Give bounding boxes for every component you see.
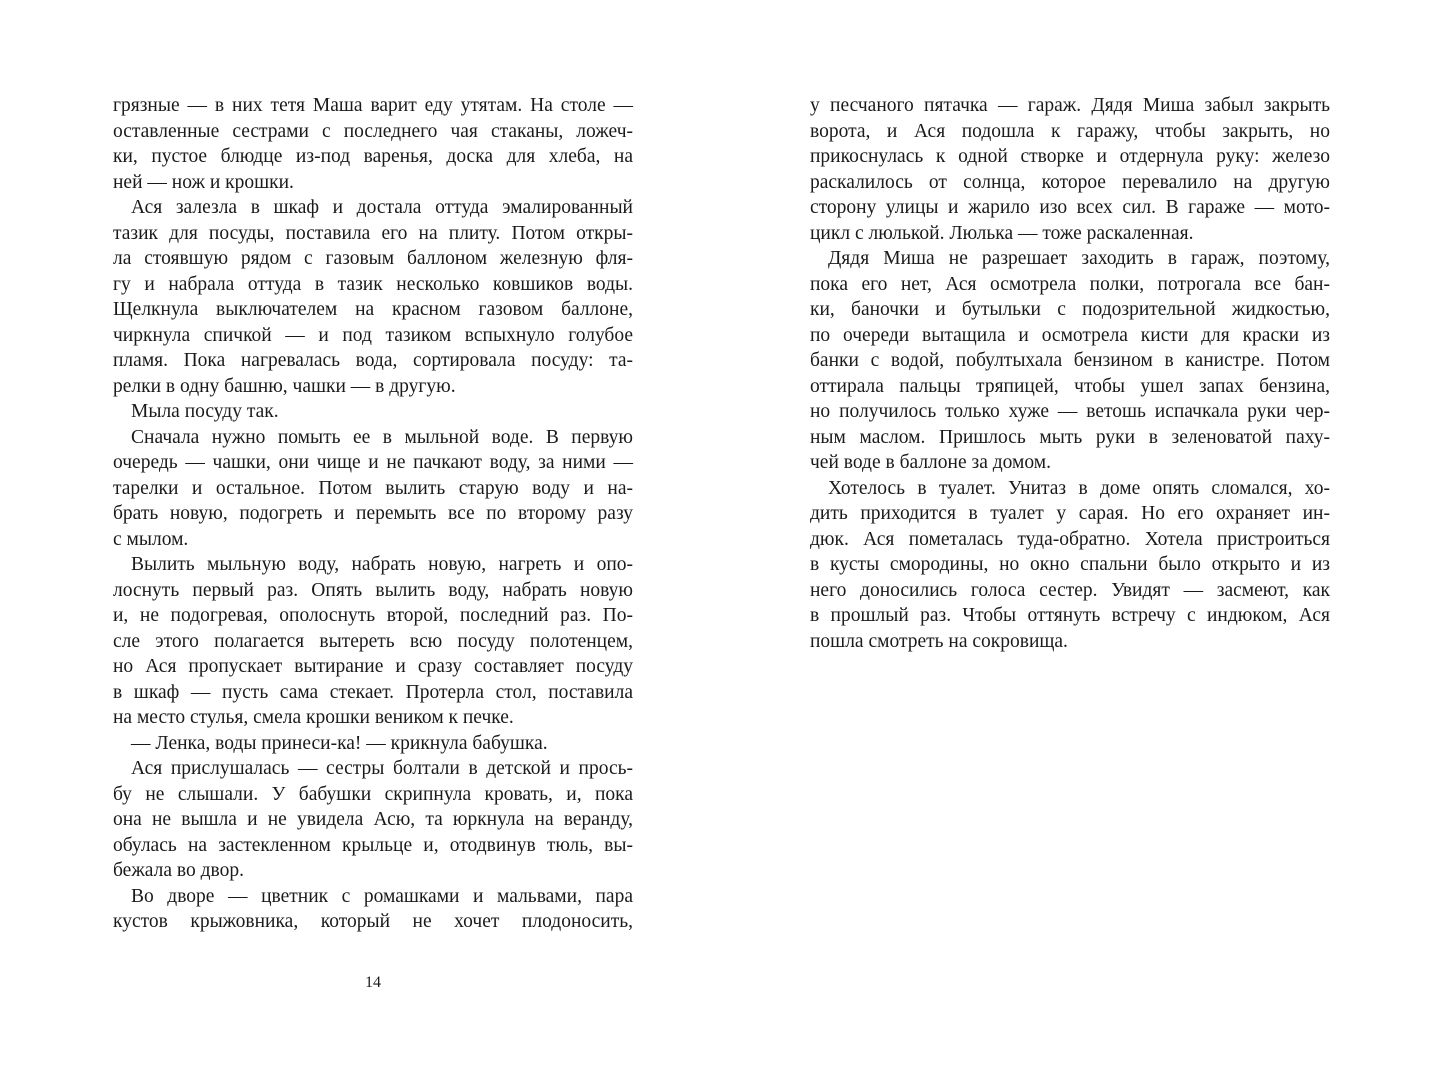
text-line: ней — нож и крошки. <box>113 171 294 193</box>
text-line: у песчаного пятачка — гараж. Дядя Миша забыл закрыть <box>810 95 1330 116</box>
text-line: чей воде в баллоне за домом. <box>810 452 1051 473</box>
text-line: бежала во двор. <box>113 860 244 881</box>
text-line: на место стулья, смела крошки веником к печке. <box>113 707 514 728</box>
text-line: Щелкнула выключателем на красном газовом баллоне, <box>113 299 633 320</box>
text-line: Дядя Миша не разрешает заходить в гараж, поэтому, <box>828 248 1330 269</box>
text-line: Вылить мыльную воду, набрать новую, нагреть и опо- <box>131 554 633 575</box>
text-line: по очереди вытащила и осмотрела кисти для краски из <box>810 324 1330 346</box>
text-line: ла стоявшую рядом с газовым баллоном железную фля- <box>113 248 633 269</box>
left-page-text <box>113 93 633 935</box>
text-line: лоснуть первый раз. Опять вылить воду, набрать новую <box>113 579 633 601</box>
text-line: ки, баночки и бутыльки с подозрительной жидкостью, <box>810 299 1330 320</box>
text-line: сторону улицы и жарило изо всех сил. В гараже — мото- <box>810 197 1330 218</box>
text-line: Во дворе — цветник с ромашками и мальвами, пара <box>131 885 633 907</box>
text-line: ки, пустое блюдце из-под варенья, доска для хлеба, на <box>113 146 633 167</box>
text-line: Ася прислушалась — сестры болтали в детской и прось- <box>131 758 633 779</box>
text-line: банки с водой, побултыхала бензином в канистре. Потом <box>810 350 1330 371</box>
text-line: тарелки и остальное. Потом вылить старую воду и на- <box>113 477 633 499</box>
text-line: цикл с люлькой. Люлька — тоже раскаленная. <box>810 222 1194 244</box>
text-line: с мылом. <box>113 528 189 550</box>
text-line: в кусты смородины, но окно спальни было открыто и из <box>810 554 1330 575</box>
text-line: — Ленка, воды принеси-ка! — крикнула бабушка. <box>131 732 548 754</box>
text-line: тазик для посуды, поставила его на плиту. Потом откры- <box>113 222 633 244</box>
text-line: пошла смотреть на сокровища. <box>810 630 1068 652</box>
text-line: но Ася пропускает вытирание и сразу составляет посуду <box>113 656 633 677</box>
text-line: него доносились голоса сестер. Увидят — засмеют, как <box>810 579 1330 601</box>
text-line: грязные — в них тетя Маша варит еду утятам. На столе — <box>113 95 633 116</box>
text-line: в прошлый раз. Чтобы оттянуть встречу с индюком, Ася <box>810 605 1330 626</box>
text-line: очередь — чашки, они чище и не пачкают воду, за ними — <box>113 452 633 473</box>
text-line: бу не слышали. У бабушки скрипнула кровать, и, пока <box>113 783 633 805</box>
text-line: ворота, и Ася подошла к гаражу, чтобы закрыть, но <box>810 120 1330 142</box>
text-line: она не вышла и не увидела Асю, та юркнула на веранду, <box>113 809 633 830</box>
text-line: чиркнула спичкой — и под тазиком вспыхнуло голубое <box>113 324 633 346</box>
text-line: но получилось только хуже — ветошь испачкала руки чер- <box>810 401 1330 422</box>
text-line: Ася залезла в шкаф и достала оттуда эмалированный <box>131 197 633 218</box>
text-line: гу и набрала оттуда в тазик несколько ковшиков воды. <box>113 273 633 295</box>
text-line: пламя. Пока нагревалась вода, сортировала посуду: та- <box>113 350 633 371</box>
text-line: брать новую, подогреть и перемыть все по второму разу <box>113 503 633 524</box>
text-line: ным маслом. Пришлось мыть руки в зеленоватой паху- <box>810 426 1330 448</box>
text-line: сле этого полагается вытереть всю посуду полотенцем, <box>113 630 633 652</box>
text-line: оттирала пальцы тряпицей, чтобы ушел запах бензина, <box>810 375 1330 397</box>
page-number: 14 <box>365 974 381 991</box>
text-line: дить приходится в туалет у сарая. Но его охраняет ин- <box>810 503 1330 524</box>
right-page-text <box>810 93 1330 654</box>
text-line: релки в одну башню, чашки — в другую. <box>113 375 456 397</box>
text-line: прикоснулась к одной створке и отдернула руку: железо <box>810 146 1330 167</box>
text-line: обулась на застекленном крыльце и, отодвинув тюль, вы- <box>113 834 633 856</box>
text-line: раскалилось от солнца, которое перевалило на другую <box>810 171 1330 193</box>
text-line: оставленные сестрами с последнего чая стаканы, ложеч- <box>113 120 633 142</box>
text-line: и, не подогревая, ополоснуть второй, последний раз. По- <box>113 605 633 626</box>
text-line: Хотелось в туалет. Унитаз в доме опять сломался, хо- <box>828 477 1330 499</box>
text-line: пока его нет, Ася осмотрела полки, потрогала все бан- <box>810 273 1330 295</box>
text-line: Сначала нужно помыть ее в мыльной воде. В первую <box>131 426 633 448</box>
text-line: Мыла посуду так. <box>131 401 279 422</box>
text-line: кустов крыжовника, который не хочет плодоносить, <box>113 911 633 932</box>
text-line: дюк. Ася пометалась туда-обратно. Хотела пристроиться <box>810 528 1330 550</box>
text-line: в шкаф — пусть сама стекает. Протерла стол, поставила <box>113 681 633 703</box>
